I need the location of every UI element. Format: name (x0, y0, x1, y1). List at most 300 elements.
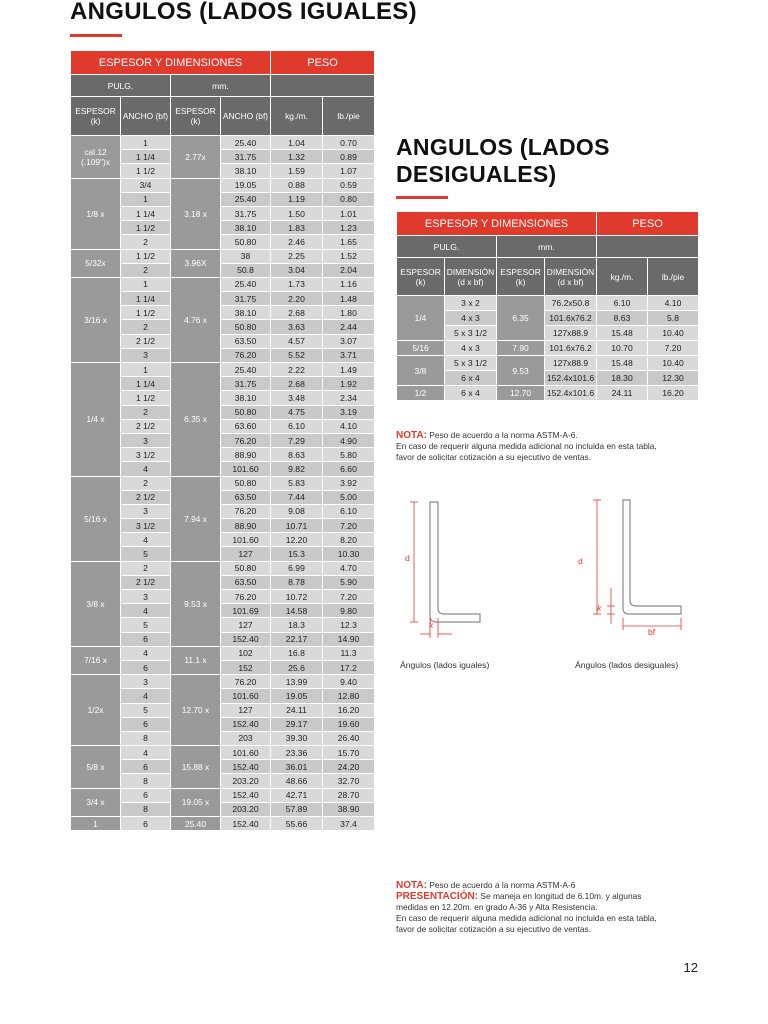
cell-size-in: 6 (121, 632, 171, 646)
cell-kg-m: 5.52 (271, 348, 323, 362)
cell-lb-pie: 4.10 (323, 419, 375, 433)
cell-size-mm: 101.69 (221, 604, 271, 618)
cell-kg-m: 24.11 (597, 386, 648, 401)
cell-kg-m: 15.48 (597, 356, 648, 371)
cell-lb-pie: 15.70 (323, 746, 375, 760)
cell-kg-m: 1.50 (271, 206, 323, 220)
cell-kg-m: 23.36 (271, 746, 323, 760)
cell-espesor-mm: 15.88 x (171, 746, 221, 789)
cell-size-in: 1 1/2 (121, 249, 171, 263)
cell-size-mm: 152 (221, 660, 271, 674)
cell-size-in: 4 x 3 (445, 311, 497, 326)
cell-size-mm: 63.50 (221, 334, 271, 348)
table-row (71, 788, 375, 802)
cell-espesor-mm: 4.76 x (171, 277, 221, 362)
header-peso-blank (271, 75, 375, 97)
table-row (397, 386, 699, 401)
caption-equal-angles: Ángulos (lados iguales) (400, 660, 490, 670)
cell-size-in: 3 (121, 504, 171, 518)
cell-kg-m: 7.44 (271, 490, 323, 504)
cell-size-in: 8 (121, 802, 171, 816)
header-peso: PESO (271, 51, 375, 75)
table-row (71, 363, 375, 377)
label-d-equal: d (405, 553, 410, 563)
note-label: NOTA: (396, 430, 427, 441)
cell-size-mm: 50.8 (221, 263, 271, 277)
cell-size-in: 4 (121, 604, 171, 618)
cell-kg-m: 8.63 (271, 448, 323, 462)
cell-lb-pie: 1.23 (323, 221, 375, 235)
cell-lb-pie: 6.10 (323, 504, 375, 518)
cell-lb-pie: 3.92 (323, 476, 375, 490)
cell-size-in: 4 (121, 646, 171, 660)
cell-espesor-in: 1/2 (397, 386, 445, 401)
header-espesor-dimensiones: ESPESOR Y DIMENSIONES (71, 51, 271, 75)
cell-size-mm: 31.75 (221, 150, 271, 164)
cell-kg-m: 5.83 (271, 476, 323, 490)
cell-size-in: 2 (121, 263, 171, 277)
cell-size-in: 6 (121, 660, 171, 674)
cell-size-in: 5 x 3 1/2 (445, 356, 497, 371)
cell-kg-m: 2.25 (271, 249, 323, 263)
cell-size-mm: 152.40 (221, 632, 271, 646)
table-row (71, 178, 375, 192)
cell-size-mm: 152.4x101.6 (545, 371, 597, 386)
equal-angles-table (70, 50, 375, 831)
cell-size-in: 2 1/2 (121, 419, 171, 433)
cell-size-mm: 38.10 (221, 221, 271, 235)
cell-size-in: 8 (121, 731, 171, 745)
cell-size-mm: 76.20 (221, 675, 271, 689)
header-unit-inches: PULG. (397, 236, 497, 258)
cell-espesor-in: cal.12 (.109")x (71, 136, 121, 179)
cell-espesor-in: 3/4 x (71, 788, 121, 816)
cell-size-mm: 38 (221, 249, 271, 263)
cell-size-mm: 127 (221, 703, 271, 717)
cell-size-in: 4 (121, 689, 171, 703)
title-underline (70, 34, 122, 37)
cell-size-mm: 31.75 (221, 206, 271, 220)
cell-size-in: 6 (121, 717, 171, 731)
unequal-angles-body (397, 296, 699, 401)
cell-size-mm: 63.60 (221, 419, 271, 433)
cell-size-in: 6 (121, 817, 171, 831)
cell-espesor-mm: 7.94 x (171, 476, 221, 561)
cell-lb-pie: 5.8 (648, 311, 699, 326)
cell-kg-m: 10.71 (271, 519, 323, 533)
cell-size-mm: 25.40 (221, 363, 271, 377)
col-espesor-in: ESPESOR (k) (71, 97, 121, 136)
cell-kg-m: 1.73 (271, 277, 323, 291)
cell-lb-pie: 38.90 (323, 802, 375, 816)
table-row (71, 277, 375, 291)
cell-espesor-mm: 6.35 (497, 296, 545, 341)
cell-kg-m: 6.99 (271, 561, 323, 575)
cell-size-in: 3 (121, 675, 171, 689)
cell-espesor-in: 5/32x (71, 249, 121, 277)
cell-lb-pie: 16.20 (648, 386, 699, 401)
cell-size-mm: 101.60 (221, 746, 271, 760)
cell-lb-pie: 3.19 (323, 405, 375, 419)
cell-size-in: 3/4 (121, 178, 171, 192)
table-row (71, 675, 375, 689)
cell-espesor-mm: 7.90 (497, 341, 545, 356)
cell-kg-m: 1.83 (271, 221, 323, 235)
col-kg-m: kg./m. (597, 258, 648, 296)
cell-kg-m: 4.75 (271, 405, 323, 419)
cell-size-in: 1 1/4 (121, 150, 171, 164)
note2-label: NOTA: (396, 880, 427, 891)
cell-kg-m: 10.72 (271, 590, 323, 604)
cell-size-mm: 31.75 (221, 377, 271, 391)
page-number: 12 (683, 960, 698, 975)
label-k-unequal: k (597, 603, 602, 613)
cell-size-mm: 63.50 (221, 490, 271, 504)
cell-kg-m: 18.30 (597, 371, 648, 386)
cell-size-mm: 38.10 (221, 164, 271, 178)
cell-size-mm: 127 (221, 547, 271, 561)
table-row (71, 561, 375, 575)
cell-size-mm: 102 (221, 646, 271, 660)
cell-kg-m: 0.88 (271, 178, 323, 192)
cell-size-mm: 152.40 (221, 717, 271, 731)
unequal-angles-table (396, 211, 699, 401)
cell-kg-m: 3.04 (271, 263, 323, 277)
cell-kg-m: 2.46 (271, 235, 323, 249)
equal-angles-body (71, 136, 375, 831)
cell-kg-m: 3.63 (271, 320, 323, 334)
cell-espesor-mm: 25.40 (171, 817, 221, 831)
table-row (71, 817, 375, 831)
col-dimension-mm: DIMENSIÓN (d x bf) (545, 258, 597, 296)
cell-lb-pie: 1.48 (323, 292, 375, 306)
cell-size-in: 4 (121, 746, 171, 760)
cell-lb-pie: 1.80 (323, 306, 375, 320)
cell-lb-pie: 0.70 (323, 136, 375, 150)
cell-size-in: 1 1/4 (121, 206, 171, 220)
cell-size-mm: 38.10 (221, 391, 271, 405)
cell-lb-pie: 17.2 (323, 660, 375, 674)
cell-size-mm: 76.20 (221, 590, 271, 604)
cell-kg-m: 6.10 (271, 419, 323, 433)
cell-lb-pie: 37.4 (323, 817, 375, 831)
table-row (397, 296, 699, 311)
cell-kg-m: 4.57 (271, 334, 323, 348)
cell-lb-pie: 12.80 (323, 689, 375, 703)
title-underline-right (396, 196, 448, 199)
cell-kg-m: 24.11 (271, 703, 323, 717)
table-row (397, 341, 699, 356)
cell-size-mm: 76.20 (221, 504, 271, 518)
cell-espesor-mm: 6.35 x (171, 363, 221, 477)
cell-espesor-mm: 11.1 x (171, 646, 221, 674)
cell-kg-m: 1.19 (271, 192, 323, 206)
note2-line3: En caso de requerir alguna medida adicional no incluida en esta tabla, favor de solicitar cotización a su ejecutivo de ventas. (396, 913, 657, 934)
header-peso-blank (597, 236, 699, 258)
cell-espesor-mm: 19.05 x (171, 788, 221, 816)
cell-kg-m: 1.32 (271, 150, 323, 164)
cell-size-mm: 203.20 (221, 774, 271, 788)
label-d-unequal: d (578, 556, 583, 566)
cell-size-mm: 31.75 (221, 292, 271, 306)
cell-size-in: 3 1/2 (121, 519, 171, 533)
cell-lb-pie: 0.80 (323, 192, 375, 206)
cell-size-in: 2 1/2 (121, 575, 171, 589)
cell-size-mm: 101.6x76.2 (545, 311, 597, 326)
col-kg-m: kg./m. (271, 97, 323, 136)
cell-kg-m: 8.63 (597, 311, 648, 326)
table-row (71, 476, 375, 490)
cell-espesor-in: 3/16 x (71, 277, 121, 362)
col-dimension-in: DIMENSIÓN (d x bf) (445, 258, 497, 296)
cell-size-in: 4 (121, 533, 171, 547)
cell-lb-pie: 3.07 (323, 334, 375, 348)
cell-lb-pie: 1.07 (323, 164, 375, 178)
caption-unequal-angles: Ángulos (lados desiguales) (575, 660, 679, 670)
cell-size-in: 3 x 2 (445, 296, 497, 311)
cell-espesor-in: 3/8 (397, 356, 445, 386)
cell-lb-pie: 7.20 (323, 590, 375, 604)
cell-kg-m: 2.68 (271, 306, 323, 320)
cell-size-in: 1 (121, 363, 171, 377)
header-espesor-dimensiones: ESPESOR Y DIMENSIONES (397, 212, 597, 236)
cell-size-in: 1 1/2 (121, 221, 171, 235)
cell-lb-pie: 2.44 (323, 320, 375, 334)
cell-kg-m: 16.8 (271, 646, 323, 660)
cell-lb-pie: 14.90 (323, 632, 375, 646)
cell-lb-pie: 8.20 (323, 533, 375, 547)
cell-size-mm: 127x88.9 (545, 356, 597, 371)
cell-lb-pie: 0.59 (323, 178, 375, 192)
cell-size-mm: 50.80 (221, 476, 271, 490)
cell-lb-pie: 9.40 (323, 675, 375, 689)
table-row (71, 136, 375, 150)
cell-size-mm: 19.05 (221, 178, 271, 192)
cell-espesor-in: 1 (71, 817, 121, 831)
cell-size-in: 1 1/2 (121, 306, 171, 320)
cell-size-mm: 25.40 (221, 277, 271, 291)
cell-size-mm: 88.90 (221, 448, 271, 462)
cell-size-mm: 152.4x101.6 (545, 386, 597, 401)
cell-lb-pie: 5.90 (323, 575, 375, 589)
cell-size-in: 6 (121, 788, 171, 802)
cell-kg-m: 48.66 (271, 774, 323, 788)
cell-size-mm: 203 (221, 731, 271, 745)
header-unit-mm: mm. (171, 75, 271, 97)
cell-size-mm: 127 (221, 618, 271, 632)
cell-size-in: 2 (121, 476, 171, 490)
cell-kg-m: 10.70 (597, 341, 648, 356)
cell-lb-pie: 10.30 (323, 547, 375, 561)
cell-lb-pie: 2.34 (323, 391, 375, 405)
cell-kg-m: 25.6 (271, 660, 323, 674)
col-lb-pie: lb./pie (323, 97, 375, 136)
cell-size-in: 3 (121, 590, 171, 604)
cell-kg-m: 18.3 (271, 618, 323, 632)
cell-kg-m: 42.71 (271, 788, 323, 802)
cell-kg-m: 39.30 (271, 731, 323, 745)
cell-size-mm: 76.20 (221, 348, 271, 362)
cell-size-in: 2 (121, 320, 171, 334)
col-ancho-in: ANCHO (bf) (121, 97, 171, 136)
table-row (71, 746, 375, 760)
cell-lb-pie: 5.00 (323, 490, 375, 504)
cell-espesor-mm: 3.96X (171, 249, 221, 277)
cell-kg-m: 36.01 (271, 760, 323, 774)
table-row (397, 356, 699, 371)
equal-angle-diagram (400, 490, 520, 650)
cell-size-in: 5 x 3 1/2 (445, 326, 497, 341)
cell-kg-m: 3.48 (271, 391, 323, 405)
cell-kg-m: 2.20 (271, 292, 323, 306)
cell-kg-m: 15.3 (271, 547, 323, 561)
col-lb-pie: lb./pie (648, 258, 699, 296)
cell-lb-pie: 11.3 (323, 646, 375, 660)
cell-size-in: 1 1/4 (121, 377, 171, 391)
note-block-1 (396, 430, 696, 463)
title-equal-angles: ANGULOS (LADOS IGUALES) (70, 0, 417, 25)
cell-size-in: 1 (121, 277, 171, 291)
cell-size-in: 1 1/2 (121, 164, 171, 178)
cell-espesor-in: 5/16 x (71, 476, 121, 561)
cell-espesor-mm: 12.70 x (171, 675, 221, 746)
presentation-label: PRESENTACIÓN: (396, 891, 479, 902)
cell-lb-pie: 24.20 (323, 760, 375, 774)
cell-size-mm: 50.80 (221, 405, 271, 419)
cell-kg-m: 29.17 (271, 717, 323, 731)
cell-espesor-in: 5/16 (397, 341, 445, 356)
cell-kg-m: 22.17 (271, 632, 323, 646)
cell-size-mm: 203.20 (221, 802, 271, 816)
cell-size-mm: 101.60 (221, 689, 271, 703)
cell-size-mm: 25.40 (221, 192, 271, 206)
cell-size-in: 5 (121, 547, 171, 561)
cell-kg-m: 1.59 (271, 164, 323, 178)
cell-kg-m: 6.10 (597, 296, 648, 311)
col-espesor-in: ESPESOR (k) (397, 258, 445, 296)
table-row (71, 646, 375, 660)
label-k-equal: k (429, 620, 434, 630)
cell-size-mm: 88.90 (221, 519, 271, 533)
cell-lb-pie: 12.3 (323, 618, 375, 632)
cell-size-mm: 63.50 (221, 575, 271, 589)
cell-kg-m: 2.68 (271, 377, 323, 391)
cell-lb-pie: 19.60 (323, 717, 375, 731)
label-bf-unequal: bf (648, 627, 656, 637)
cell-lb-pie: 0.89 (323, 150, 375, 164)
cell-size-in: 2 (121, 405, 171, 419)
cell-lb-pie: 28.70 (323, 788, 375, 802)
cell-size-in: 1 1/4 (121, 292, 171, 306)
cell-lb-pie: 32.70 (323, 774, 375, 788)
cell-size-mm: 50.80 (221, 320, 271, 334)
cell-lb-pie: 2.04 (323, 263, 375, 277)
cell-size-in: 4 x 3 (445, 341, 497, 356)
cell-espesor-mm: 3.18 x (171, 178, 221, 249)
note-block-2 (396, 880, 696, 935)
note-line2: En caso de requerir alguna medida adicional no incluida en esta tabla, favor de solicitar cotización a su ejecutivo de ventas. (396, 441, 657, 462)
cell-size-in: 1 1/2 (121, 391, 171, 405)
cell-size-mm: 50.80 (221, 561, 271, 575)
cell-size-mm: 127x88.9 (545, 326, 597, 341)
cell-kg-m: 9.08 (271, 504, 323, 518)
unequal-angle-diagram (575, 490, 695, 650)
cell-lb-pie: 3.71 (323, 348, 375, 362)
cell-size-in: 6 x 4 (445, 371, 497, 386)
cell-size-in: 3 (121, 348, 171, 362)
cell-espesor-in: 3/8 x (71, 561, 121, 646)
cell-size-in: 2 1/2 (121, 334, 171, 348)
cell-size-mm: 76.2x50.8 (545, 296, 597, 311)
cell-espesor-in: 1/2x (71, 675, 121, 746)
cell-lb-pie: 1.92 (323, 377, 375, 391)
cell-size-in: 3 (121, 433, 171, 447)
col-espesor-mm: ESPESOR (k) (171, 97, 221, 136)
cell-size-in: 1 (121, 192, 171, 206)
cell-lb-pie: 9.80 (323, 604, 375, 618)
cell-lb-pie: 1.65 (323, 235, 375, 249)
header-unit-inches: PULG. (71, 75, 171, 97)
cell-size-in: 3 1/2 (121, 448, 171, 462)
cell-espesor-in: 1/8 x (71, 178, 121, 249)
note-text: Peso de acuerdo a la norma ASTM-A-6. (429, 430, 578, 440)
cell-size-mm: 152.40 (221, 788, 271, 802)
table-row (71, 249, 375, 263)
cell-lb-pie: 4.10 (648, 296, 699, 311)
cell-kg-m: 15.48 (597, 326, 648, 341)
cell-espesor-in: 1/4 x (71, 363, 121, 477)
cell-lb-pie: 1.49 (323, 363, 375, 377)
cell-size-in: 5 (121, 618, 171, 632)
cell-size-in: 4 (121, 462, 171, 476)
cell-size-mm: 76.20 (221, 433, 271, 447)
cell-kg-m: 8.78 (271, 575, 323, 589)
cell-lb-pie: 7.20 (323, 519, 375, 533)
cell-lb-pie: 4.70 (323, 561, 375, 575)
cell-size-mm: 101.6x76.2 (545, 341, 597, 356)
cell-lb-pie: 7.20 (648, 341, 699, 356)
cell-size-mm: 101.60 (221, 533, 271, 547)
cell-lb-pie: 1.16 (323, 277, 375, 291)
cell-lb-pie: 26.40 (323, 731, 375, 745)
cell-kg-m: 14.58 (271, 604, 323, 618)
cell-espesor-mm: 12.70 (497, 386, 545, 401)
cell-size-mm: 152.40 (221, 760, 271, 774)
cell-lb-pie: 5.80 (323, 448, 375, 462)
cell-kg-m: 1.04 (271, 136, 323, 150)
cell-kg-m: 13.99 (271, 675, 323, 689)
cell-lb-pie: 10.40 (648, 356, 699, 371)
col-espesor-mm: ESPESOR (k) (497, 258, 545, 296)
cell-kg-m: 2.22 (271, 363, 323, 377)
cell-espesor-mm: 2.77x (171, 136, 221, 179)
cell-lb-pie: 1.52 (323, 249, 375, 263)
cell-kg-m: 55.66 (271, 817, 323, 831)
cell-size-in: 2 (121, 235, 171, 249)
cell-espesor-in: 5/8 x (71, 746, 121, 789)
cell-espesor-mm: 9.53 (497, 356, 545, 386)
cell-size-mm: 152.40 (221, 817, 271, 831)
note2-text: Peso de acuerdo a la norma ASTM-A-6 (429, 880, 576, 890)
cell-lb-pie: 1.01 (323, 206, 375, 220)
cell-size-in: 6 x 4 (445, 386, 497, 401)
cell-size-mm: 101.60 (221, 462, 271, 476)
cell-kg-m: 12.20 (271, 533, 323, 547)
cell-size-mm: 25.40 (221, 136, 271, 150)
cell-size-in: 6 (121, 760, 171, 774)
cell-size-in: 2 (121, 561, 171, 575)
cell-espesor-mm: 9.53 x (171, 561, 221, 646)
